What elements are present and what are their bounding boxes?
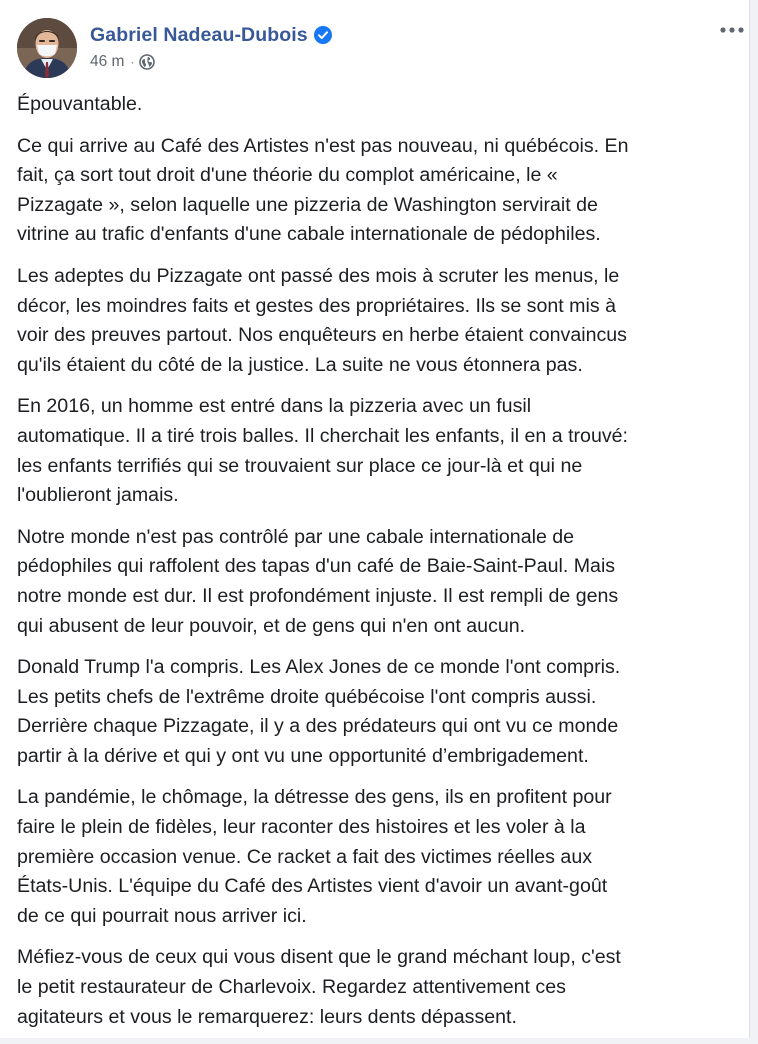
post-paragraph <box>17 262 727 380</box>
post-text-line: Notre monde n'est pas contrôlé par une cabale internationale de <box>17 525 575 548</box>
avatar-image <box>17 18 77 78</box>
post-text-line: Derrière chaque Pizzagate, il y a des prédateurs qui ont vu ce monde <box>17 715 619 738</box>
meta-separator: · <box>130 55 135 69</box>
post-text-line: États-Unis. L'équipe du Café des Artistes vient d'avoir un avant-goût <box>17 875 608 898</box>
post-text-line: pédophiles qui raffolent des tapas d'un café de Baie-Saint-Paul. Mais <box>17 555 616 578</box>
post-text-line: automatique. Il a tiré trois balles. Il cherchait les enfants, il en a trouvé: <box>17 424 628 447</box>
post-paragraph <box>17 90 727 120</box>
post-text-line: Méfiez-vous de ceux qui vous disent que le grand méchant loup, c'est <box>17 946 621 969</box>
post-paragraph <box>17 653 727 771</box>
more-options-button[interactable] <box>714 18 750 42</box>
post-paragraph <box>17 132 727 250</box>
post-header <box>17 18 737 80</box>
post-text-line: Les adeptes du Pizzagate ont passé des mois à scruter les menus, le <box>17 264 620 287</box>
post-timestamp[interactable]: 46 m <box>90 53 125 70</box>
post-text-line: qu'ils étaient du côté de la justice. La suite ne vous étonnera pas. <box>17 353 583 376</box>
post-text-line: partir à la dérive et qui y ont vu une opportunité d’embrigadement. <box>17 744 589 767</box>
post-text-line: le petit restaurateur de Charlevoix. Regardez attentivement ces <box>17 976 566 999</box>
post-text-line: notre monde est dur. Il est profondément injuste. Il est rempli de gens <box>17 584 619 607</box>
post-text-line: voir des preuves partout. Nos enquêteurs en herbe étaient convaincus <box>17 324 627 347</box>
post-text-line: l'oublieront jamais. <box>17 484 179 507</box>
post-text-line: fait, ça sort tout droit d'une théorie du complot américaine, le « <box>17 164 558 187</box>
post-text-line: En 2016, un homme est entré dans la pizzeria avec un fusil <box>17 395 532 418</box>
post-text-line: de ce qui pourrait nous arriver ici. <box>17 904 307 927</box>
avatar[interactable] <box>17 18 77 78</box>
post-text-line: faire le plein de fidèles, leur raconter des histoires et les voler à la <box>17 816 586 839</box>
verified-badge-icon <box>314 26 332 44</box>
post-text-line: qui abusent de leur pouvoir, et de gens qui n'en ont aucun. <box>17 614 526 637</box>
post-text-line: agitateurs et vous le remarquerez: leurs dents dépassent. <box>17 1005 517 1028</box>
post-text-line: vitrine au trafic d'enfants d'une cabale internationale de pédophiles. <box>17 223 601 246</box>
post-text-line: Ce qui arrive au Café des Artistes n'est pas nouveau, ni québécois. En <box>17 134 629 157</box>
post-paragraph <box>17 523 727 641</box>
globe-icon[interactable] <box>139 54 155 70</box>
post-text-line: les enfants terrifiés qui se trouvaient sur place ce jour-là et qui ne <box>17 454 583 477</box>
post-text-line: Épouvantable. <box>17 93 143 115</box>
post-paragraph <box>17 943 727 1032</box>
post-text-line: Les petits chefs de l'extrême droite québécoise l'ont compris aussi. <box>17 685 597 708</box>
post-text-line: Donald Trump l'a compris. Les Alex Jones de ce monde l'ont compris. <box>17 656 621 679</box>
post-text-line: La pandémie, le chômage, la détresse des gens, ils en profitent pour <box>17 786 612 809</box>
post-body <box>17 90 727 1044</box>
author-name[interactable]: Gabriel Nadeau-Dubois <box>90 23 308 46</box>
more-options-icon <box>719 21 745 39</box>
post-paragraph <box>17 783 727 931</box>
post-paragraph <box>17 392 727 510</box>
post-text-line: décor, les moindres faits et gestes des propriétaires. Ils se sont mis à <box>17 294 616 317</box>
post-text-line: Pizzagate », selon laquelle une pizzeria de Washington servirait de <box>17 193 598 216</box>
author-line <box>90 23 332 47</box>
post-text-line: première occasion venue. Ce racket a fait des victimes réelles aux <box>17 845 593 868</box>
post-meta <box>90 52 155 72</box>
